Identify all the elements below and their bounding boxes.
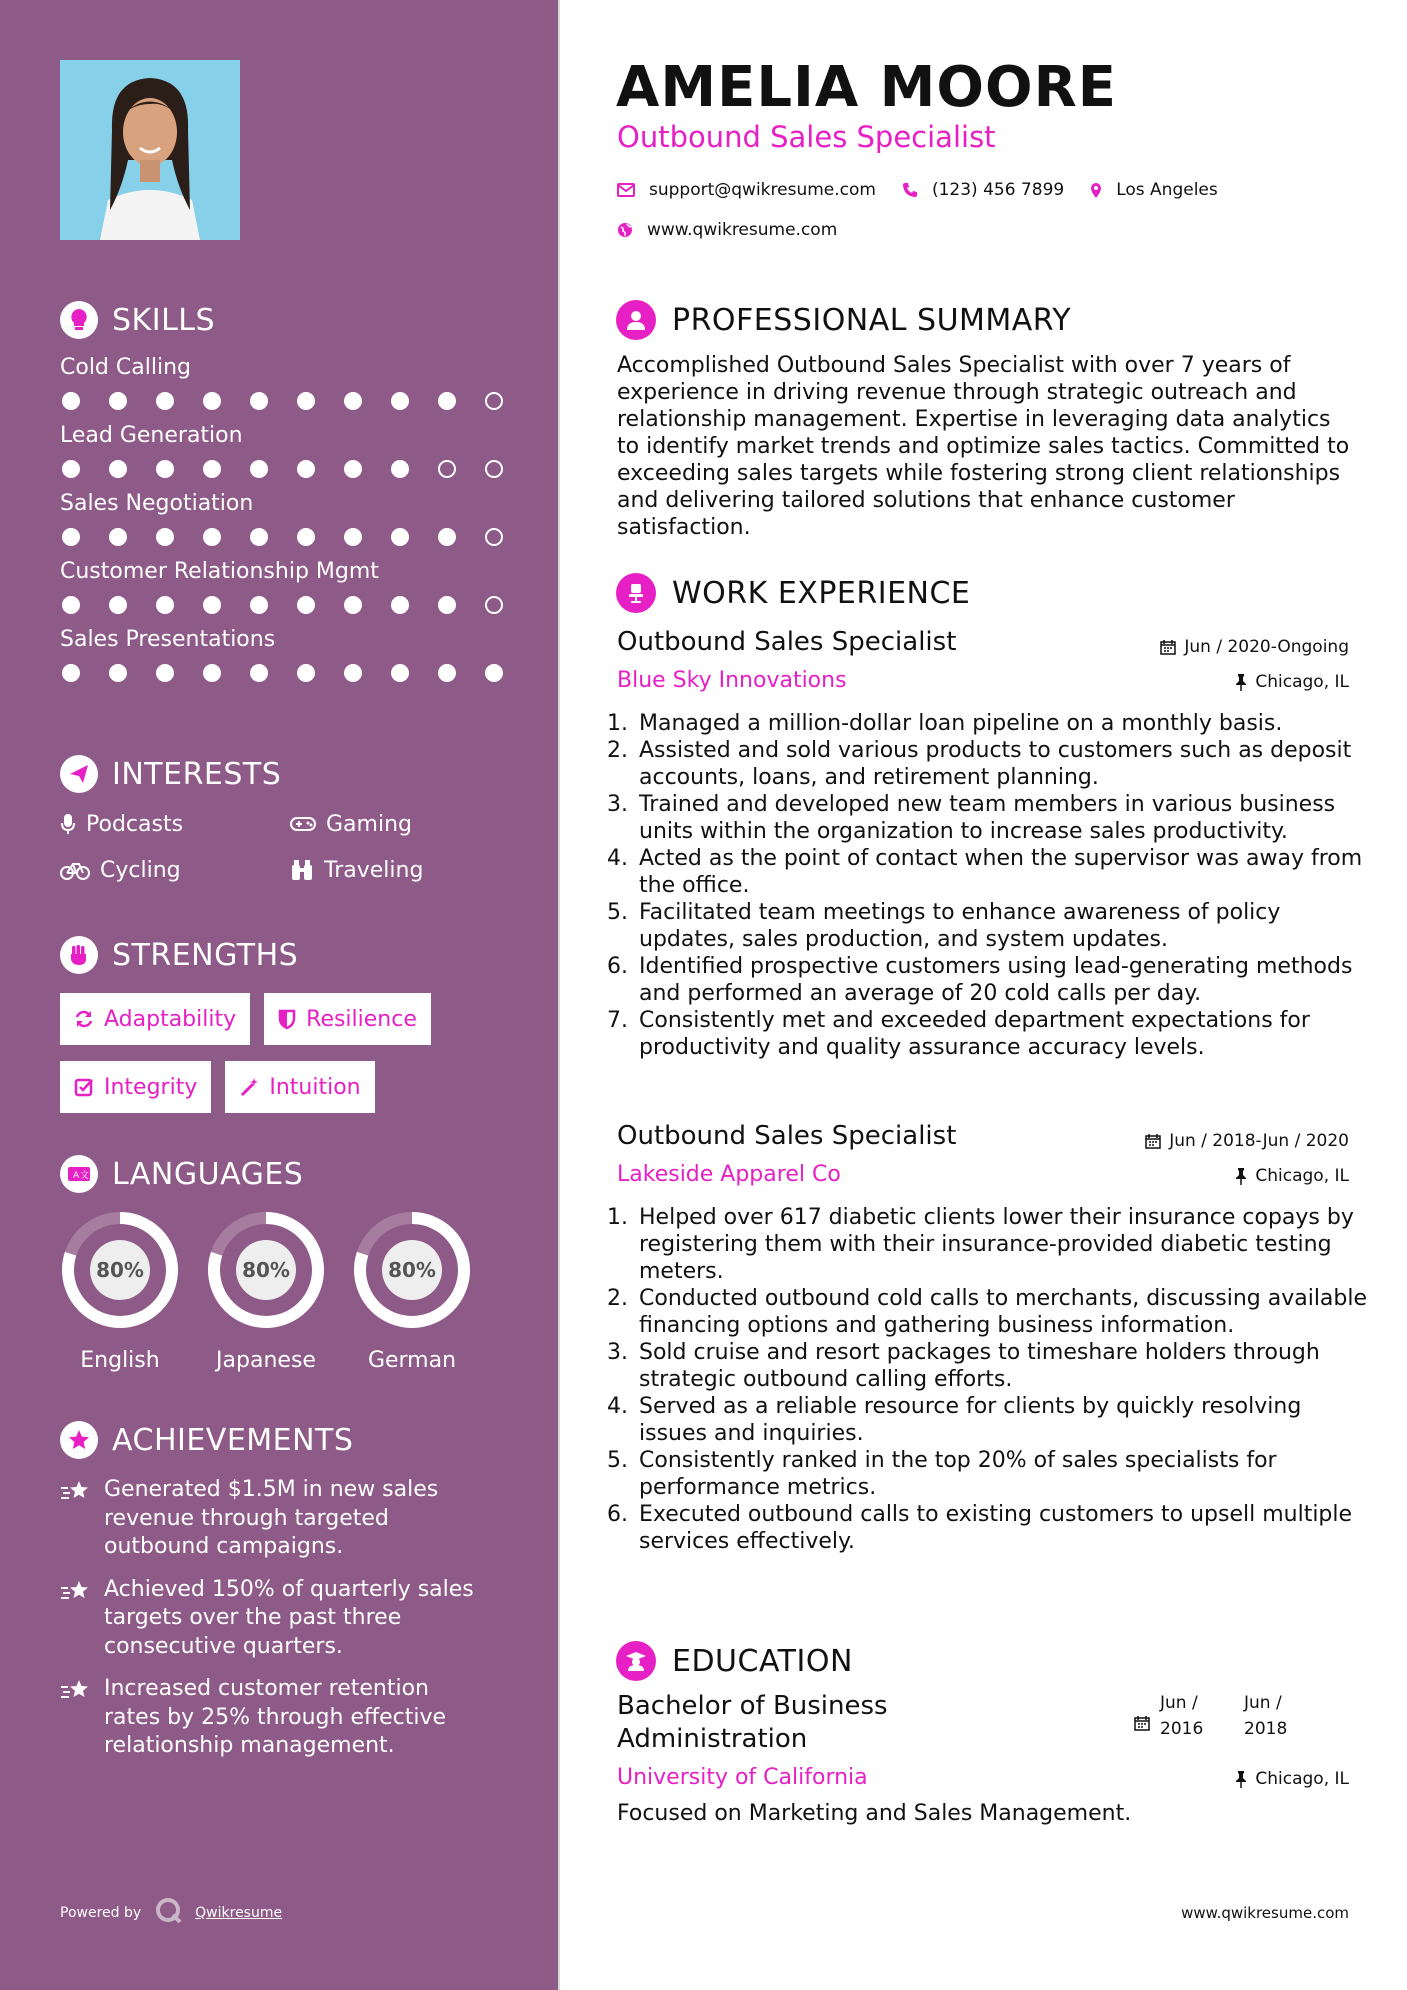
skills-section — [60, 298, 520, 682]
check-square-icon — [74, 1077, 94, 1097]
skills-list — [60, 354, 520, 682]
bicycle-icon — [60, 860, 90, 880]
rating-dot-filled — [203, 596, 221, 614]
powered-by — [60, 1897, 282, 1929]
pushpin-icon — [1235, 673, 1247, 691]
job-dates — [1160, 637, 1349, 657]
pushpin-icon — [1235, 1167, 1247, 1185]
contact-row-2 — [617, 220, 863, 240]
skill-rating — [62, 460, 520, 478]
job-bullets — [613, 1204, 1375, 1555]
website-text: www.qwikresume.com — [647, 220, 838, 240]
job-bullet: 6. Identified prospective customers using lead-generating methods and performed an average of 20 cold calls per day. — [635, 953, 1375, 1007]
interest-label: Traveling — [324, 857, 424, 883]
rating-dot-filled — [344, 392, 362, 410]
experience-title: WORK EXPERIENCE — [672, 575, 971, 611]
rating-dot-filled — [62, 528, 80, 546]
job-bullet: 5. Facilitated team meetings to enhance awareness of policy updates, sales production, and system updates. — [635, 899, 1375, 953]
job-bullet: 4. Served as a reliable resource for clients by quickly resolving issues and inquiries. — [635, 1393, 1375, 1447]
languages-title: LANGUAGES — [112, 1156, 304, 1192]
skill-name: Cold Calling — [60, 355, 191, 380]
skill-rating — [62, 596, 520, 614]
rating-dot-filled — [250, 460, 268, 478]
rating-dot-filled — [485, 664, 503, 682]
strength-integrity — [60, 1061, 211, 1113]
language-percent: 80% — [236, 1240, 296, 1300]
rating-dot-filled — [250, 596, 268, 614]
achievement-item — [60, 1576, 520, 1662]
job-bullet: 1. Managed a million-dollar loan pipeline on a monthly basis. — [635, 710, 1375, 737]
job-bullet: 1. Helped over 617 diabetic clients lower their insurance copays by registering them with their insurance-provided diabetic testing meters. — [635, 1204, 1375, 1285]
languages-list — [60, 1210, 520, 1373]
phone-icon — [902, 182, 918, 198]
rating-dot-filled — [156, 596, 174, 614]
rating-dot-filled — [438, 596, 456, 614]
rating-dot-filled — [203, 664, 221, 682]
rating-dot-filled — [62, 392, 80, 410]
education-end-month: Jun / — [1244, 1693, 1282, 1713]
strengths-row-1 — [60, 993, 520, 1045]
fist-icon — [60, 936, 98, 974]
rating-dot-filled — [109, 528, 127, 546]
rating-dot-empty — [485, 596, 503, 614]
rating-dot-filled — [156, 528, 174, 546]
rating-dot-filled — [344, 460, 362, 478]
job-bullet: 7. Consistently met and exceeded department expectations for productivity and quality assurance accuracy levels. — [635, 1007, 1375, 1061]
shield-icon — [278, 1009, 296, 1029]
rating-dot-filled — [297, 664, 315, 682]
language-name: German — [367, 1348, 457, 1373]
language-percent: 80% — [90, 1240, 150, 1300]
rating-dot-filled — [438, 664, 456, 682]
achievement-text: Achieved 150% of quarterly sales targets over the past three consecutive quarters. — [104, 1576, 474, 1659]
location-text: Los Angeles — [1116, 180, 1218, 200]
job-bullet: 4. Acted as the point of contact when the supervisor was away from the office. — [635, 845, 1375, 899]
contact-row-1 — [617, 180, 1244, 200]
binoculars-icon — [290, 859, 314, 881]
contact-email[interactable] — [617, 180, 876, 200]
interest-label: Podcasts — [86, 811, 184, 837]
rating-dot-filled — [203, 460, 221, 478]
interests-heading — [60, 752, 520, 796]
skill-rating — [62, 664, 520, 682]
achievement-text: Generated $1.5M in new sales revenue through targeted outbound campaigns. — [104, 1477, 439, 1559]
rating-dot-filled — [203, 392, 221, 410]
job-location-text: Chicago, IL — [1255, 672, 1349, 692]
interest-label: Cycling — [100, 857, 181, 883]
rating-dot-filled — [62, 664, 80, 682]
rating-dot-filled — [62, 596, 80, 614]
page-divider — [558, 0, 560, 1990]
strengths-row-2 — [60, 1061, 520, 1113]
job-bullet: 3. Trained and developed new team members in various business units within the organization to increase sales productivity. — [635, 791, 1375, 845]
education-end-date — [1244, 1690, 1287, 1742]
language-ring — [352, 1210, 472, 1330]
magic-wand-icon — [239, 1077, 259, 1097]
rating-dot-filled — [344, 664, 362, 682]
contact-phone[interactable] — [902, 180, 1064, 200]
languages-heading — [60, 1152, 520, 1196]
achievement-item — [60, 1476, 520, 1562]
phone-text: (123) 456 7899 — [931, 180, 1065, 200]
interest-gaming — [290, 808, 490, 840]
strengths-title: STRENGTHS — [112, 937, 299, 973]
job-bullet: 2. Conducted outbound cold calls to merchants, discussing available financing options and gathering business information. — [635, 1285, 1375, 1339]
skill-name: Customer Relationship Mgmt — [60, 559, 379, 584]
microphone-icon — [60, 813, 76, 835]
achievement-text: Increased customer retention rates by 25% through effective relationship management. — [104, 1676, 447, 1758]
calendar-icon — [1145, 1133, 1161, 1149]
user-icon — [616, 300, 656, 340]
rating-dot-filled — [156, 392, 174, 410]
envelope-icon — [617, 183, 635, 197]
lightbulb-icon — [60, 301, 98, 339]
skill-name: Lead Generation — [60, 423, 243, 448]
calendar-icon — [1160, 639, 1176, 655]
office-chair-icon — [616, 573, 656, 613]
strength-resilience — [264, 993, 431, 1045]
rating-dot-filled — [250, 528, 268, 546]
shooting-star-icon — [60, 1578, 92, 1608]
skill-name: Sales Presentations — [60, 627, 276, 652]
language-percent: 80% — [382, 1240, 442, 1300]
rating-dot-filled — [391, 596, 409, 614]
skill-name: Sales Negotiation — [60, 491, 254, 516]
job-title: Outbound Sales Specialist — [617, 1121, 957, 1151]
language-ring — [206, 1210, 326, 1330]
qwikresume-link[interactable]: Qwikresume — [195, 1905, 283, 1921]
job-company: Blue Sky Innovations — [617, 668, 847, 693]
job-bullet: 6. Executed outbound calls to existing customers to upsell multiple services effectively. — [635, 1501, 1375, 1555]
rating-dot-filled — [203, 528, 221, 546]
rating-dot-filled — [62, 460, 80, 478]
contact-website[interactable] — [617, 220, 837, 240]
svg-text:文: 文 — [80, 1171, 90, 1181]
strength-adaptability — [60, 993, 250, 1045]
job-bullet: 3. Sold cruise and resort packages to timeshare holders through strategic outbound calling efforts. — [635, 1339, 1375, 1393]
calendar-icon — [1134, 1713, 1150, 1739]
rating-dot-filled — [391, 460, 409, 478]
rating-dot-filled — [391, 664, 409, 682]
svg-text:A: A — [73, 1171, 80, 1181]
education-start-year: 2016 — [1160, 1719, 1204, 1739]
email-text: support@qwikresume.com — [649, 180, 876, 200]
job-bullets — [613, 710, 1375, 1061]
language-icon — [60, 1155, 98, 1193]
interests-title: INTERESTS — [112, 756, 282, 792]
interest-podcasts — [60, 808, 290, 840]
skills-title: SKILLS — [112, 302, 216, 338]
language-name: English — [80, 1348, 160, 1373]
education-location — [1235, 1769, 1349, 1789]
interest-traveling — [290, 854, 490, 886]
experience-heading — [616, 573, 970, 613]
skills-heading — [60, 298, 520, 342]
rating-dot-filled — [297, 596, 315, 614]
languages-section — [60, 1152, 520, 1373]
gamepad-icon — [290, 815, 316, 833]
profile-photo — [60, 60, 240, 240]
footer-url[interactable]: www.qwikresume.com — [1181, 1904, 1349, 1922]
strength-intuition — [225, 1061, 374, 1113]
degree-title: Bachelor of Business Administration — [617, 1691, 888, 1754]
rating-dot-empty — [485, 392, 503, 410]
summary-text: Accomplished Outbound Sales Specialist with over 7 years of experience in driving revenue through strategic outreach and relationship management. Expertise in leveraging data analytics to identify market trends and optimize sales tactics. Committed to exceeding sales targets while fostering strong client relationships and delivering tailored solutions that enhance customer satisfaction. — [617, 353, 1350, 540]
rating-dot-empty — [485, 528, 503, 546]
sidebar — [0, 0, 558, 1990]
skill-rating — [62, 528, 520, 546]
achievements-heading — [60, 1418, 520, 1462]
job-bullet: 5. Consistently ranked in the top 20% of sales specialists for performance metrics. — [635, 1447, 1375, 1501]
job-dates-text: Jun / 2018-Jun / 2020 — [1169, 1131, 1349, 1151]
language-item — [206, 1210, 326, 1373]
strengths-section — [60, 933, 520, 1113]
star-badge-icon — [60, 1421, 98, 1459]
job-dates — [1145, 1131, 1349, 1151]
powered-by-label: Powered by — [60, 1905, 142, 1921]
rating-dot-filled — [297, 392, 315, 410]
rating-dot-filled — [297, 460, 315, 478]
contact-location — [1090, 180, 1218, 200]
achievements-section — [60, 1418, 520, 1761]
shooting-star-icon — [60, 1478, 92, 1508]
interest-cycling — [60, 854, 290, 886]
candidate-name: AMELIA MOORE — [616, 55, 1117, 120]
rating-dot-filled — [344, 528, 362, 546]
job-bullet: 2. Assisted and sold various products to customers such as deposit accounts, loans, and retirement planning. — [635, 737, 1375, 791]
rating-dot-empty — [485, 460, 503, 478]
achievements-title: ACHIEVEMENTS — [112, 1422, 354, 1458]
skill-rating — [62, 392, 520, 410]
education-end-year: 2018 — [1244, 1719, 1288, 1739]
education-title: EDUCATION — [672, 1643, 853, 1679]
education-location-text: Chicago, IL — [1255, 1769, 1349, 1789]
interests-list — [60, 808, 520, 886]
job-location — [1235, 1166, 1349, 1186]
map-pin-icon — [1090, 182, 1102, 199]
paper-plane-icon — [60, 755, 98, 793]
rating-dot-filled — [156, 664, 174, 682]
graduate-icon — [616, 1641, 656, 1681]
achievement-item — [60, 1675, 520, 1761]
education-description: Focused on Marketing and Sales Management. — [617, 1801, 1132, 1826]
pushpin-icon — [1235, 1770, 1247, 1788]
rating-dot-filled — [109, 460, 127, 478]
job-location-text: Chicago, IL — [1255, 1166, 1349, 1186]
interest-label: Gaming — [326, 811, 412, 837]
rating-dot-filled — [391, 528, 409, 546]
rating-dot-filled — [250, 392, 268, 410]
rating-dot-filled — [391, 392, 409, 410]
rating-dot-filled — [297, 528, 315, 546]
strength-label: Resilience — [306, 1006, 417, 1032]
strength-label: Integrity — [104, 1074, 198, 1100]
education-start-date — [1160, 1690, 1203, 1742]
job-location — [1235, 672, 1349, 692]
education-heading — [616, 1641, 853, 1681]
summary-heading — [616, 300, 1071, 340]
rating-dot-empty — [438, 460, 456, 478]
language-ring — [60, 1210, 180, 1330]
rating-dot-filled — [109, 596, 127, 614]
profile-photo-image — [60, 60, 240, 240]
school-name: University of California — [617, 1765, 868, 1790]
strength-label: Adaptability — [104, 1006, 237, 1032]
interests-section — [60, 752, 520, 886]
rating-dot-filled — [109, 392, 127, 410]
strengths-heading — [60, 933, 520, 977]
rating-dot-filled — [156, 460, 174, 478]
rating-dot-filled — [344, 596, 362, 614]
job-company: Lakeside Apparel Co — [617, 1162, 841, 1187]
globe-icon — [617, 222, 633, 238]
rating-dot-filled — [109, 664, 127, 682]
language-item — [60, 1210, 180, 1373]
summary-title: PROFESSIONAL SUMMARY — [672, 302, 1072, 338]
shooting-star-icon — [60, 1677, 92, 1707]
refresh-icon — [74, 1009, 94, 1029]
rating-dot-filled — [438, 392, 456, 410]
job-dates-text: Jun / 2020-Ongoing — [1184, 637, 1349, 657]
rating-dot-filled — [250, 664, 268, 682]
job-title: Outbound Sales Specialist — [617, 627, 957, 657]
candidate-title: Outbound Sales Specialist — [617, 120, 996, 154]
qwikresume-logo-icon — [155, 1897, 183, 1929]
language-name: Japanese — [216, 1348, 316, 1373]
strength-label: Intuition — [269, 1074, 361, 1100]
language-item — [352, 1210, 472, 1373]
education-start-month: Jun / — [1160, 1693, 1198, 1713]
rating-dot-filled — [438, 528, 456, 546]
